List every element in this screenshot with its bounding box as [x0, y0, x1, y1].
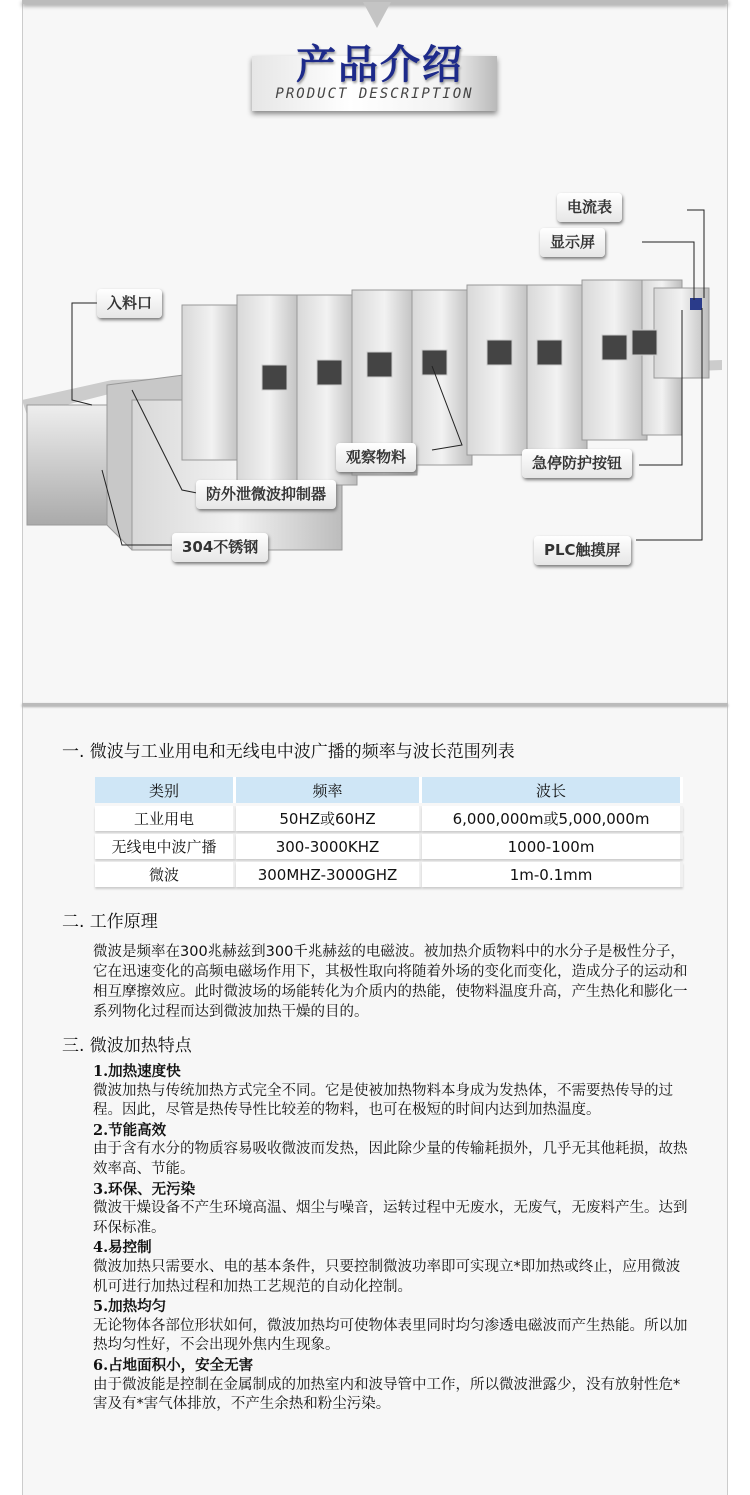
callout-display: 显示屏 — [540, 228, 605, 257]
cell: 无线电中波广播 — [95, 834, 236, 859]
feature-item — [93, 1238, 693, 1297]
table-row — [95, 806, 683, 831]
feature-item — [93, 1297, 693, 1356]
feature-title: 4.易控制 — [93, 1239, 152, 1257]
section3-title: 三. 微波加热特点 — [62, 1036, 192, 1056]
feature-text: 微波加热只需要水、电的基本条件，只要控制微波功率即可实现立*即加热或终止，应用微波机可进行加热过程和加热工艺规范的自动化控制。 — [93, 1258, 681, 1295]
feature-item — [93, 1062, 693, 1121]
callout-observe: 观察物料 — [336, 443, 416, 472]
col-header: 类别 — [95, 777, 236, 803]
feature-text: 由于微波能是控制在金属制成的加热室内和波导管中工作，所以微波泄露少，没有放射性危*害及有*害气体排放，不产生余热和粉尘污染。 — [93, 1376, 681, 1413]
cell: 1m-0.1mm — [422, 862, 683, 887]
callout-inlet: 入料口 — [97, 289, 162, 318]
cell: 1000-100m — [422, 834, 683, 859]
microwave-dryer-illustration — [22, 130, 728, 690]
page-subtitle: PRODUCT DESCRIPTION — [275, 86, 474, 102]
cell: 300MHZ-3000GHZ — [236, 862, 422, 887]
table-row — [95, 834, 683, 859]
section1-title: 一. 微波与工业用电和无线电中波广播的频率与波长范围列表 — [62, 742, 515, 762]
feature-title: 6.占地面积小，安全无害 — [93, 1356, 254, 1374]
feature-text: 由于含有水分的物质容易吸收微波而发热，因此除少量的传输耗损外，几乎无其他耗损，故热效率高、节能。 — [93, 1141, 688, 1177]
cell: 50HZ或60HZ — [236, 806, 422, 831]
table-row — [95, 862, 683, 887]
feature-title: 1.加热速度快 — [93, 1063, 181, 1080]
section2-title: 二. 工作原理 — [62, 912, 158, 932]
feature-text: 无论物体各部位形状如何，微波加热均可使物体表里同时均匀渗透电磁波而产生热能。所以加热均匀性好，不会出现外焦内生现象。 — [93, 1317, 688, 1354]
col-header: 频率 — [236, 777, 422, 803]
feature-item — [93, 1121, 693, 1180]
cell: 微波 — [95, 862, 236, 887]
feature-text: 微波加热与传统加热方式完全不同。它是使被加热物料本身成为发热体，不需要热传导的过程。因此，尽管是热传导性比较差的物料，也可在极短的时间内达到加热温度。 — [93, 1082, 673, 1119]
feature-title: 5.加热均匀 — [93, 1298, 167, 1316]
cell: 工业用电 — [95, 806, 236, 831]
section-divider — [22, 703, 728, 706]
principle-text: 微波是频率在300兆赫兹到300千兆赫兹的电磁波。被加热介质物料中的水分子是极性分子，它在迅速变化的高频电磁场作用下，其极性取向将随着外场的变化而变化，造成分子的运动和相互摩擦效应。此时微波场的场能转化为介质内的热能，使物料温度升高，产生热化和膨化一系列物化过程而达到微波加热干燥的目的。 — [93, 944, 688, 1020]
frequency-table — [95, 774, 683, 890]
feature-title: 3.环保、无污染 — [93, 1180, 196, 1198]
feature-list — [93, 1062, 693, 1415]
feature-item — [93, 1356, 693, 1415]
callout-ammeter: 电流表 — [557, 193, 622, 222]
feature-text: 微波干燥设备不产生环境高温、烟尘与噪音，运转过程中无废水，无废气，无废料产生。达到环保标准。 — [93, 1200, 688, 1236]
feature-item — [93, 1180, 693, 1239]
notch-arrow-icon — [363, 2, 391, 28]
cell: 300-3000KHZ — [236, 834, 422, 859]
feature-title: 2.节能高效 — [93, 1121, 167, 1139]
callout-plc: PLC触摸屏 — [534, 536, 631, 565]
table-header-row — [95, 777, 683, 803]
col-header: 波长 — [422, 777, 683, 803]
page-title: 产品介绍 — [296, 42, 464, 88]
cell: 6,000,000m或5,000,000m — [422, 806, 683, 831]
callout-suppressor: 防外泄微波抑制器 — [196, 480, 336, 509]
callout-estop: 急停防护按钮 — [522, 449, 632, 478]
callout-steel: 304不锈钢 — [172, 533, 268, 562]
